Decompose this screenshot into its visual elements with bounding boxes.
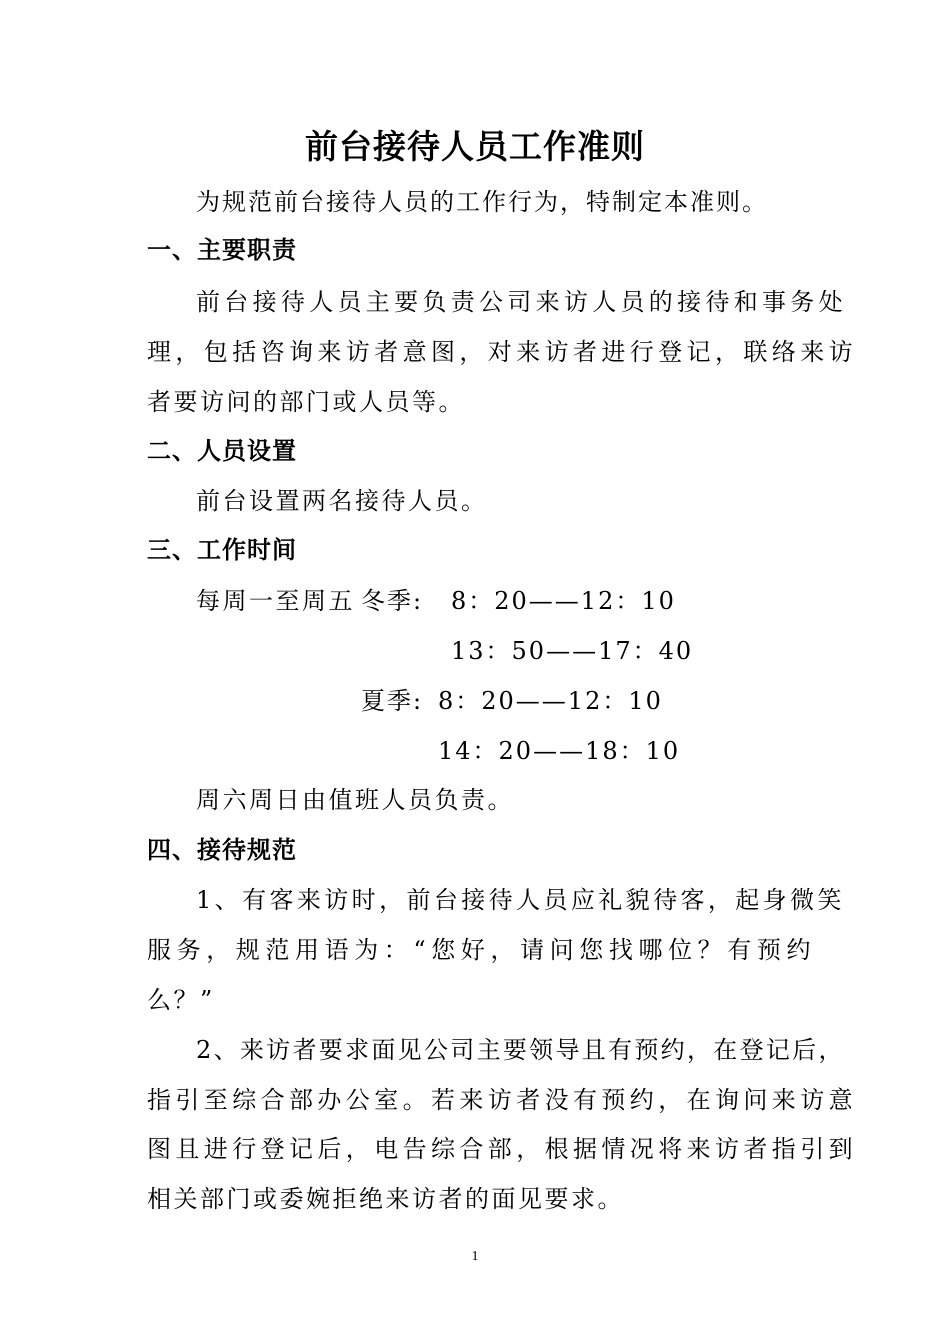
paragraph-line: 前台设置两名接待人员。 <box>196 487 488 515</box>
paragraph-line: 前台接待人员主要负责公司来访人员的接待和事务处 <box>196 288 847 316</box>
section-heading-reception: 四、接待规范 <box>147 836 297 864</box>
paragraph-line: 相关部门或委婉拒绝来访者的面见要求。 <box>147 1185 624 1213</box>
paragraph-line: 2、来访者要求面见公司主要领导且有预约，在登记后， <box>196 1036 845 1064</box>
paragraph-line: 图且进行登记后，电告综合部，根据情况将来访者指引到 <box>147 1135 857 1163</box>
schedule-days-label: 每周一至周五 <box>196 587 355 615</box>
paragraph-line: 么？” <box>147 986 215 1014</box>
paragraph-line: 周六周日由值班人员负责。 <box>196 786 514 814</box>
paragraph-line: 服务，规范用语为：“您好，请问您找哪位？有预约 <box>147 936 817 964</box>
page-title: 前台接待人员工作准则 <box>305 127 645 166</box>
schedule-winter-label: 冬季: <box>361 587 424 615</box>
paragraph-line: 指引至综合部办公室。若来访者没有预约，在询问来访意 <box>147 1086 857 1114</box>
intro-paragraph: 为规范前台接待人员的工作行为，特制定本准则。 <box>196 188 768 216</box>
paragraph-line: 理，包括咨询来访者意图，对来访者进行登记，联络来访 <box>147 338 857 366</box>
section-heading-staffing: 二、人员设置 <box>147 437 297 465</box>
section-heading-hours: 三、工作时间 <box>147 536 297 564</box>
page-number: 1 <box>471 1249 479 1264</box>
paragraph-line: 者要访问的部门或人员等。 <box>147 388 465 416</box>
paragraph-line: 1、有客来访时，前台接待人员应礼貌待客，起身微笑 <box>196 886 845 914</box>
schedule-summer-label: 夏季: <box>361 687 424 715</box>
schedule-winter-afternoon: 13：50——17：40 <box>451 637 694 665</box>
section-heading-duties: 一、主要职责 <box>147 236 297 264</box>
schedule-summer-morning: 8：20——12：10 <box>438 687 663 715</box>
schedule-winter-morning: 8：20——12：10 <box>451 587 676 615</box>
schedule-summer-afternoon: 14：20——18：10 <box>438 737 681 765</box>
